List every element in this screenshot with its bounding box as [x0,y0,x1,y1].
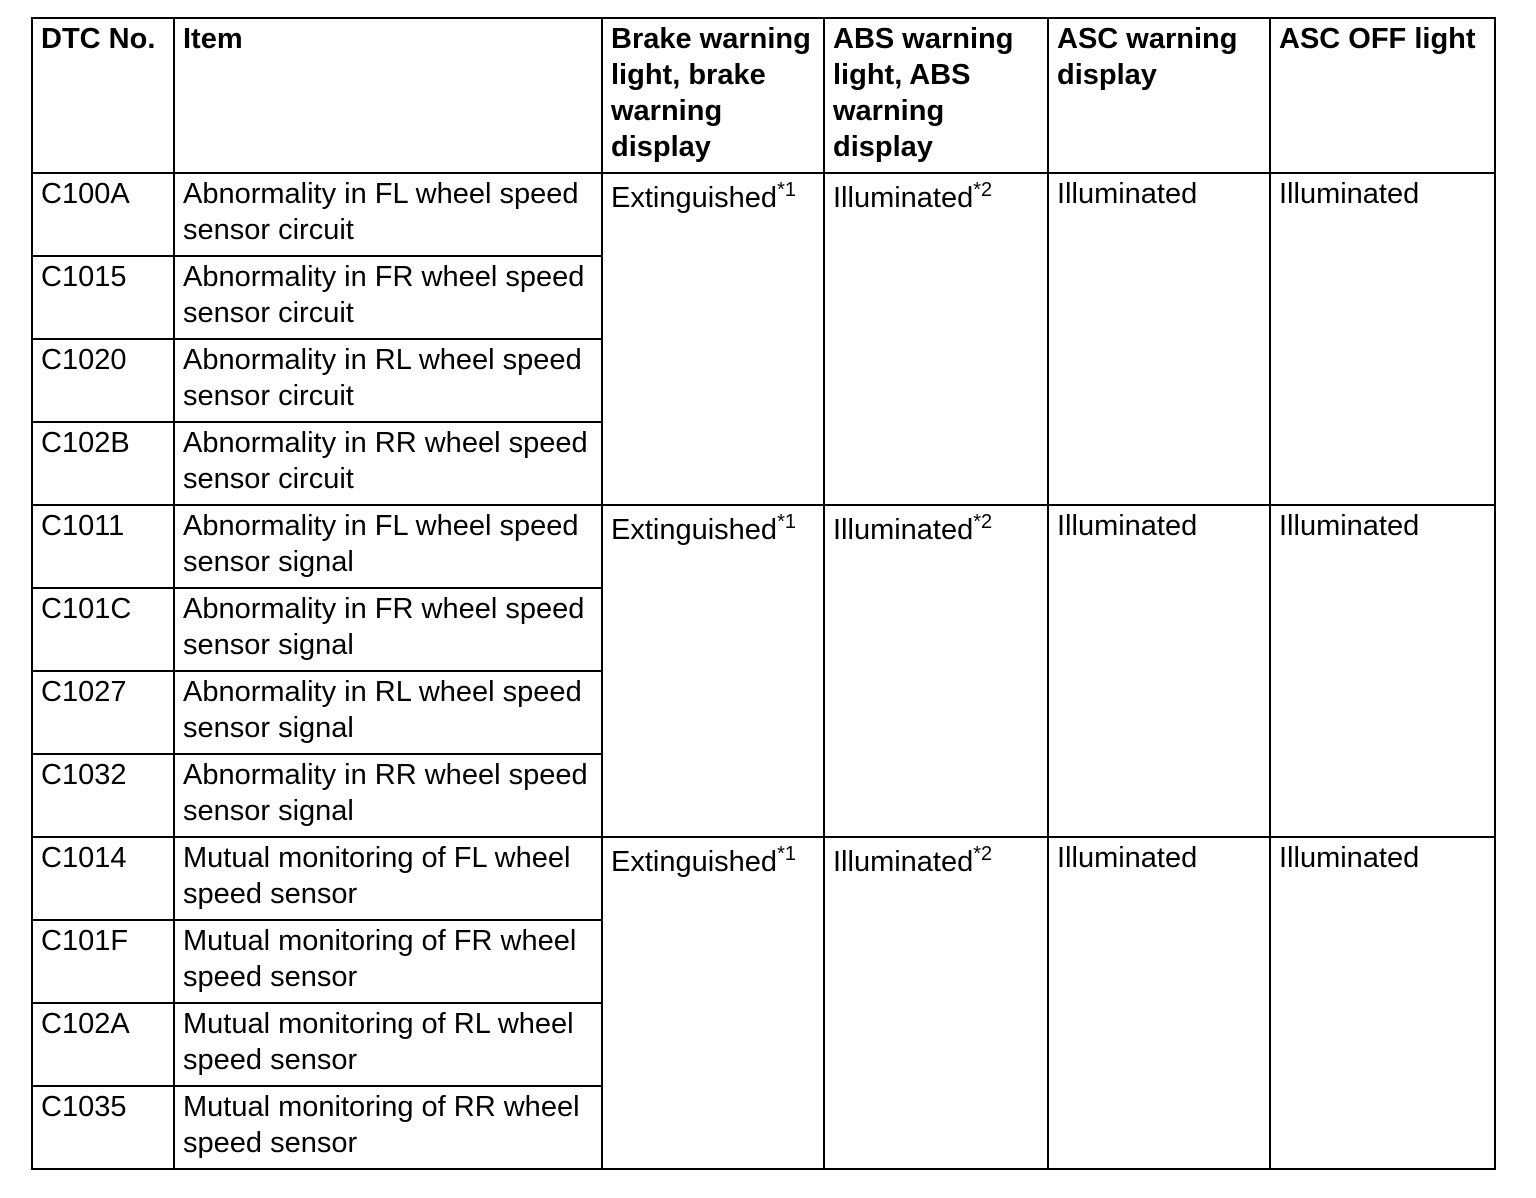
footnote-ref: *1 [777,843,796,865]
header-item: Item [174,18,602,173]
abs-status [824,837,1048,1169]
footnote-ref: *1 [777,511,796,533]
dtc-code: C102A [32,1003,174,1086]
brake-status-text: Extinguished [611,514,778,546]
dtc-code: C1011 [32,505,174,588]
dtc-code: C1035 [32,1086,174,1169]
abs-status-text: Illuminated [833,846,974,878]
dtc-code: C1020 [32,339,174,422]
asc-off-status: Illuminated [1270,173,1495,505]
abs-status-text: Illuminated [833,182,974,214]
header-asc-warning: ASC warning display [1048,18,1270,173]
header-brake-warning: Brake warning light, brake warning display [602,18,824,173]
abs-status [824,173,1048,505]
brake-status [602,505,824,837]
brake-status [602,173,824,505]
dtc-code: C101C [32,588,174,671]
dtc-code: C1027 [32,671,174,754]
brake-status-text: Extinguished [611,182,778,214]
asc-status: Illuminated [1048,505,1270,837]
item-description: Abnormality in FR wheel speed sensor signal [174,588,602,671]
footnote-ref: *2 [973,843,993,865]
dtc-code: C1014 [32,837,174,920]
item-description: Abnormality in FR wheel speed sensor circuit [174,256,602,339]
brake-status-text: Extinguished [611,846,778,878]
header-asc-off-light: ASC OFF light [1270,18,1495,173]
dtc-code: C1032 [32,754,174,837]
table-row [32,837,1495,920]
table-row [32,505,1495,588]
item-description: Abnormality in FL wheel speed sensor signal [174,505,602,588]
item-description: Mutual monitoring of RR wheel speed sensor [174,1086,602,1169]
abs-status-text: Illuminated [833,514,974,546]
item-description: Abnormality in RR wheel speed sensor signal [174,754,602,837]
item-description: Mutual monitoring of RL wheel speed sensor [174,1003,602,1086]
dtc-code: C1015 [32,256,174,339]
abs-status [824,505,1048,837]
footnote-ref: *1 [777,179,796,201]
item-description: Abnormality in FL wheel speed sensor circuit [174,173,602,256]
asc-status: Illuminated [1048,837,1270,1169]
asc-off-status: Illuminated [1270,837,1495,1169]
asc-off-status: Illuminated [1270,505,1495,837]
dtc-code: C100A [32,173,174,256]
header-dtc-no: DTC No. [32,18,174,173]
brake-status [602,837,824,1169]
asc-status: Illuminated [1048,173,1270,505]
dtc-code: C102B [32,422,174,505]
footnote-ref: *2 [973,511,993,533]
dtc-table [31,17,1496,1170]
item-description: Mutual monitoring of FL wheel speed sensor [174,837,602,920]
header-abs-warning: ABS warning light, ABS warning display [824,18,1048,173]
dtc-code: C101F [32,920,174,1003]
footnote-ref: *2 [973,179,993,201]
item-description: Abnormality in RL wheel speed sensor circuit [174,339,602,422]
header-row [32,18,1495,173]
item-description: Abnormality in RR wheel speed sensor circuit [174,422,602,505]
table-row [32,173,1495,256]
item-description: Mutual monitoring of FR wheel speed sensor [174,920,602,1003]
item-description: Abnormality in RL wheel speed sensor signal [174,671,602,754]
